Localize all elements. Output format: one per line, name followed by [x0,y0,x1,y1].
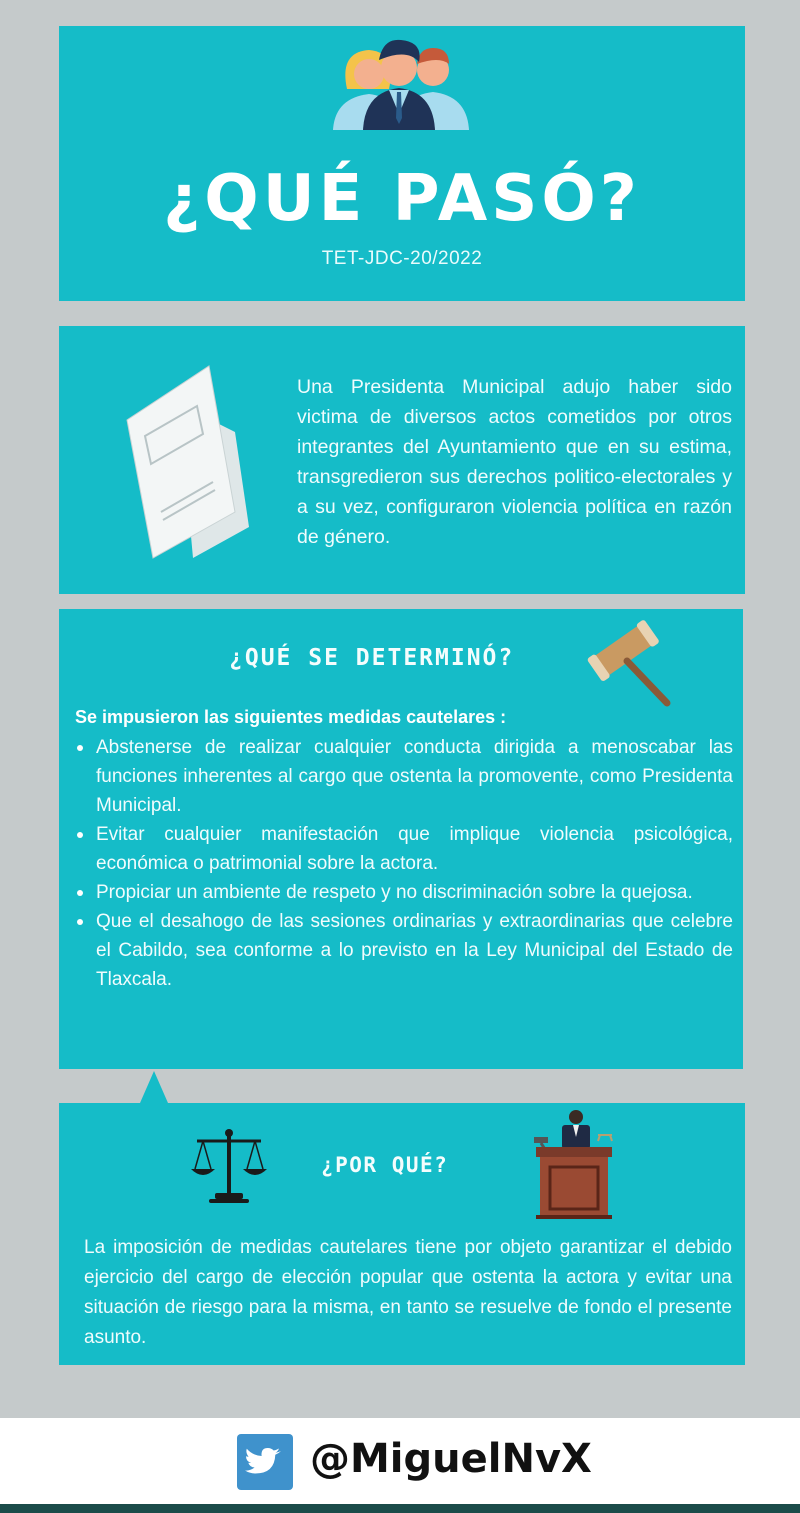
determination-heading: ¿QUÉ SE DETERMINÓ? [229,645,515,671]
page-title: ¿QUÉ PASÓ? [163,162,641,236]
determination-panel [59,609,743,1069]
gavel-icon [583,617,678,712]
list-item: Que el desahogo de las sesiones ordinarias y extraordinarias que celebre el Cabildo, sea conforme a lo previsto en la Ley Municipal del Estado de Tlaxcala. [75,907,733,994]
list-item: Evitar cualquier manifestación que implique violencia psicológica, económica o patrimonial sobre la actora. [75,820,733,878]
twitter-handle[interactable]: @MiguelNvX [310,1436,592,1482]
reason-panel [59,1103,745,1365]
reason-text: La imposición de medidas cautelares tiene por objeto garantizar el debido ejercicio del cargo de elección popular que ostenta la actora y evitar una situación de riesgo para la misma, en tanto se resuelve de fondo el presente asunto. [84,1237,732,1348]
scales-of-justice-icon [189,1125,269,1205]
speech-notch [140,1071,168,1103]
summary-panel [59,326,745,594]
case-number: TET-JDC-20/2022 [321,248,483,269]
summary-text: Una Presidenta Municipal adujo haber sido victima de diversos actos cometidos por otros integrantes del Ayuntamiento que en su estima, transgredieron sus derechos politico-electorales y a su vez, configuraron violencia política en razón de género. [297,376,732,548]
twitter-icon[interactable] [237,1434,293,1490]
list-item: Propiciar un ambiente de respeto y no discriminación sobre la quejosa. [75,878,733,907]
judge-podium-icon [532,1107,622,1219]
twitter-bird-icon [237,1434,293,1490]
measures-list [75,733,733,994]
header-panel [59,26,745,301]
people-group-icon [327,34,477,134]
reason-heading: ¿POR QUÉ? [321,1153,449,1177]
document-folder-icon [117,362,267,562]
list-item: Abstenerse de realizar cualquier conducta dirigida a menoscabar las funciones inherentes al cargo que ostenta la promovente, como Presidenta Municipal. [75,733,733,820]
measures-lead: Se impusieron las siguientes medidas cautelares : [75,707,507,727]
bottom-bar [0,1504,800,1513]
